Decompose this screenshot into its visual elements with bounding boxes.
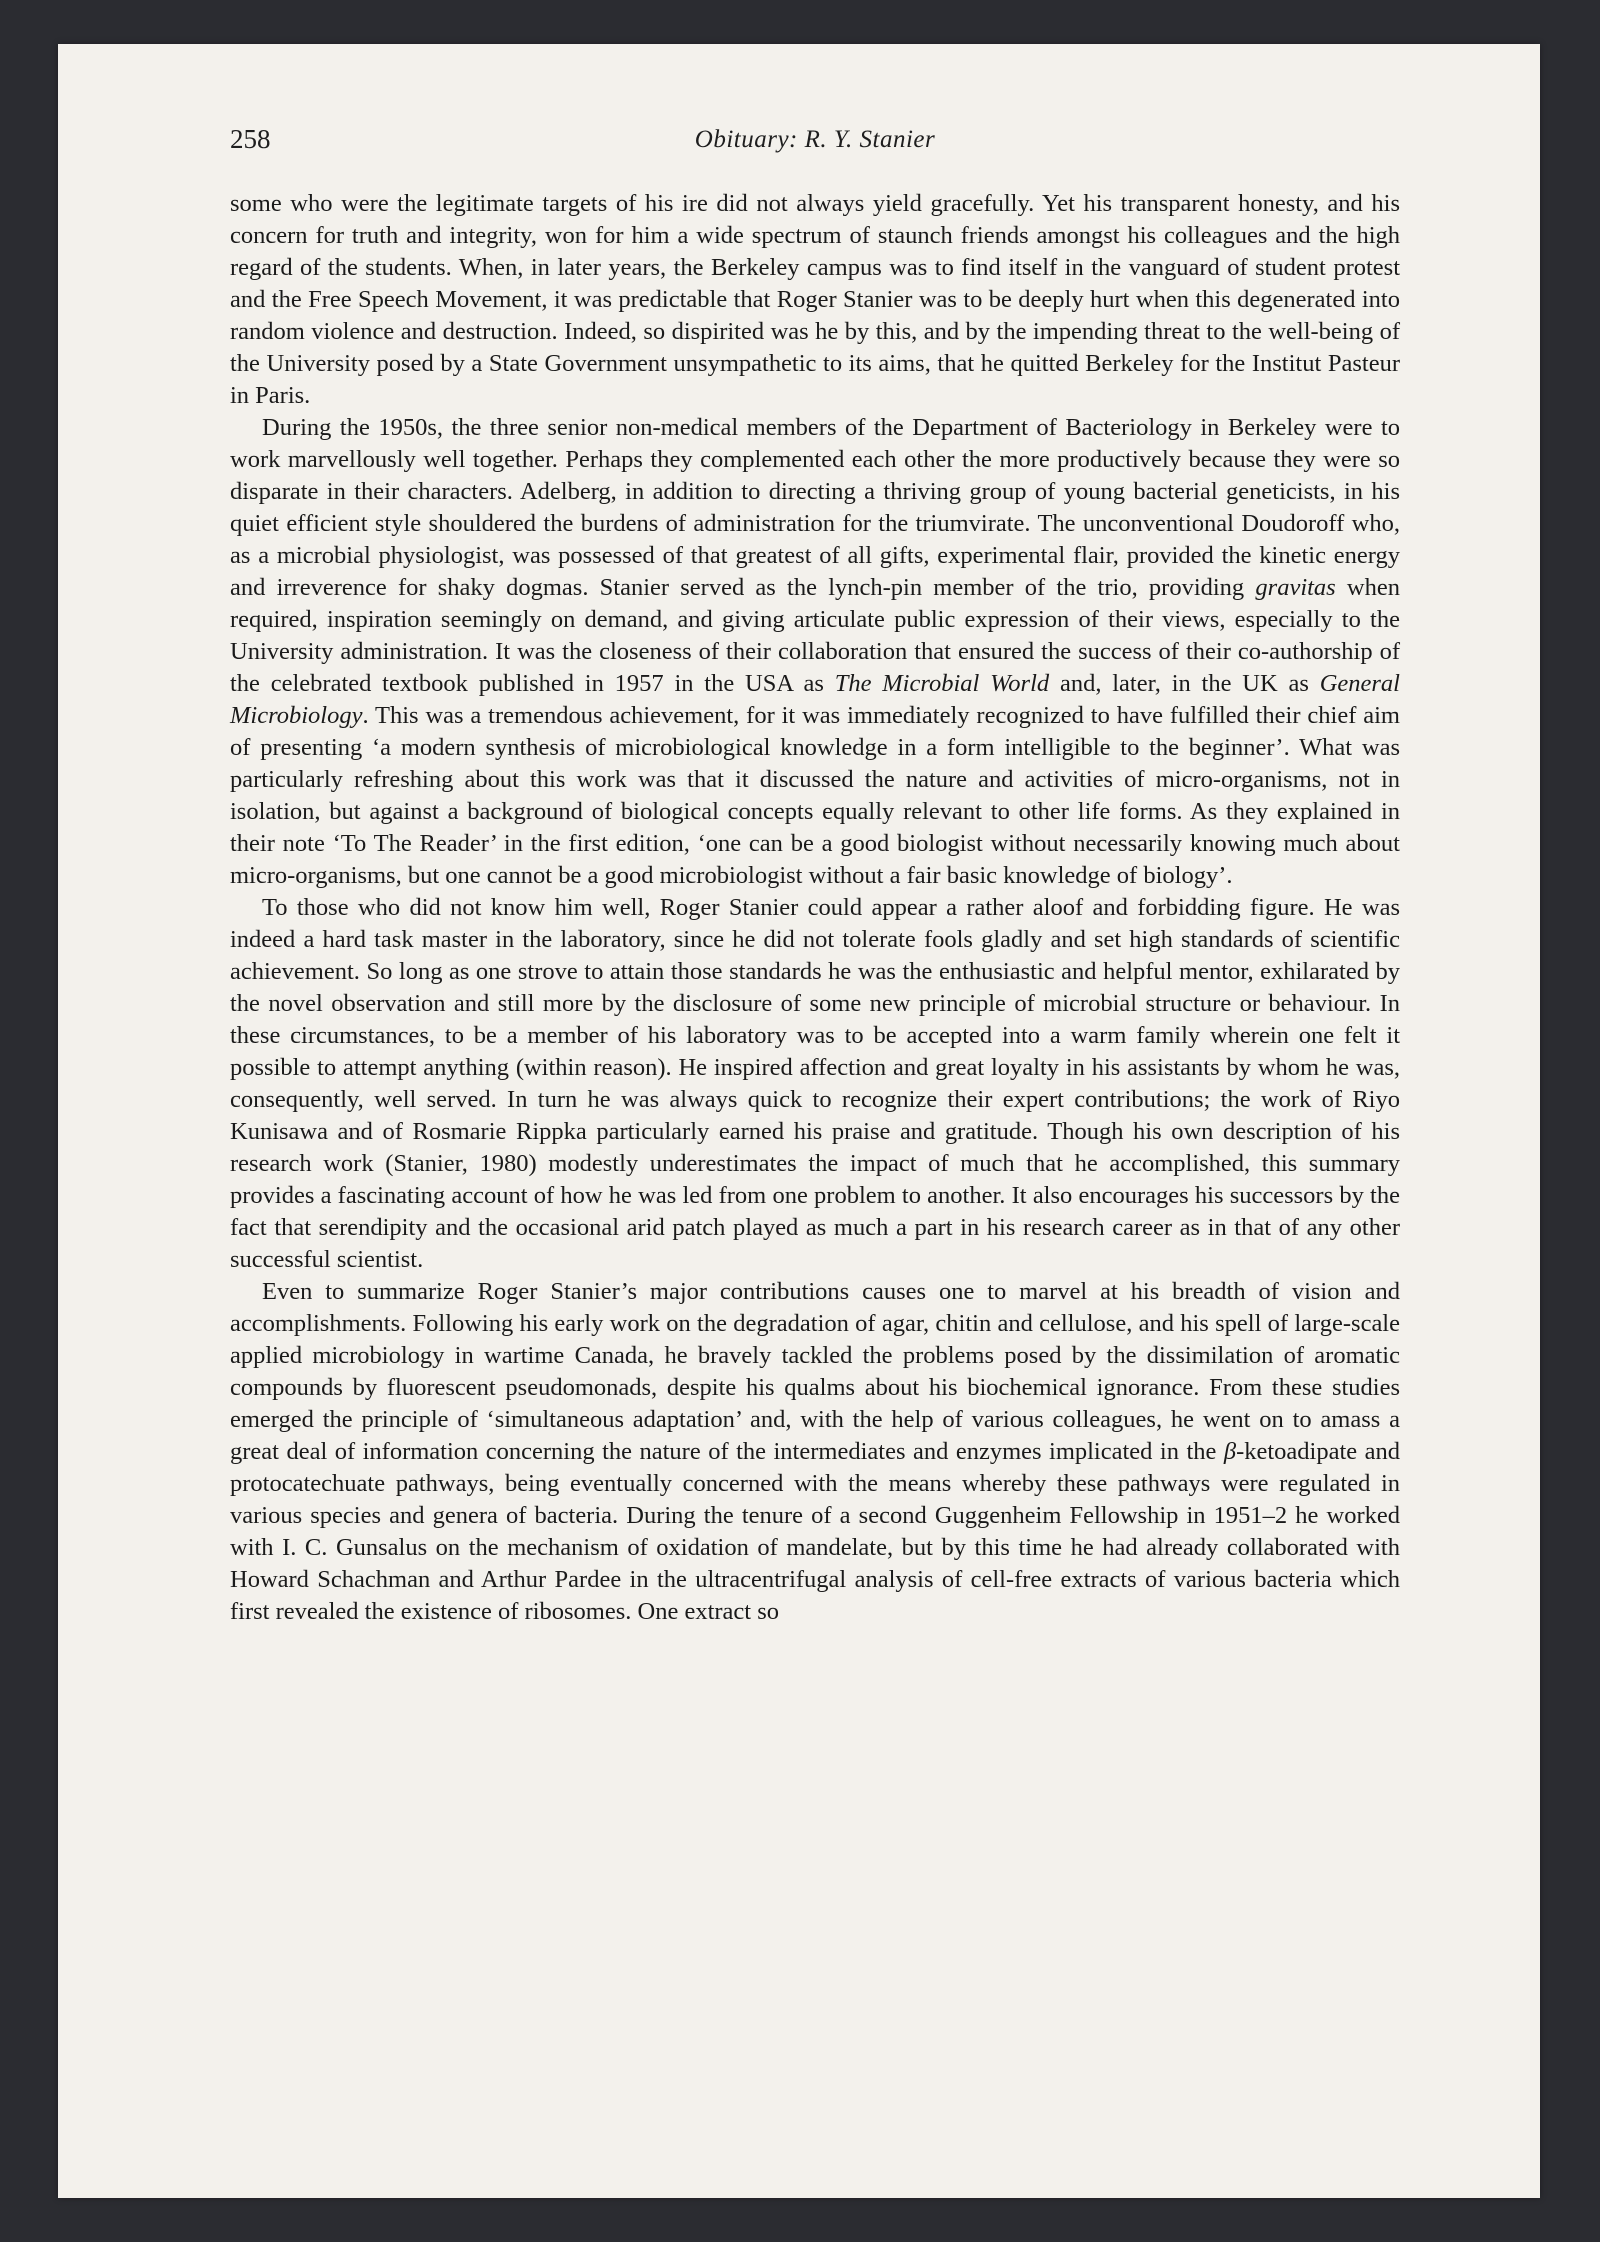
italic-text: General Microbiology (230, 670, 1400, 729)
paragraph-text: To those who did not know him well, Roger Stanier could appear a rather aloof and forbidding figure. He was indeed a hard task master in the laboratory, since he did not tolerate fools gladly and set high standards of scientific achievement. So long as one strove to attain those standards he was the enthusiastic and helpful mentor, exhilarated by the novel observation and still more by the disclosure of some new principle of microbial structure or behaviour. In these circumstances, to be a member of his laboratory was to be accepted into a warm family wherein one felt it possible to attempt anything (within reason). He inspired affection and great loyalty in his assistants by whom he was, consequently, well served. In turn he was always quick to recognize their expert contributions; the work of Riyo Kunisawa and of Rosmarie Rippka particularly earned his praise and gratitude. Though his own description of his research work (Stanier, 1980) modestly underestimates the impact of much that he accomplished, this summary provides a fascinating account of how he was led from one problem to another. It also encourages his successors by the fact that serendipity and the occasional arid patch played as much a part in his research career as in that of any other successful scientist. (230, 894, 1400, 1273)
paragraph-text: -ketoadipate and protocatechuate pathways, being eventually concerned with the means whereby these pathways were regulated in various species and genera of bacteria. During the tenure of a second Guggenheim Fellowship in 1951–2 he worked with I. C. Gunsalus on the mechanism of oxidation of mandelate, but by this time he had already collaborated with Howard Schachman and Arthur Pardee in the ultracentrifugal analysis of cell-free extracts of various bacteria which first revealed the existence of ribosomes. One extract so (230, 1438, 1400, 1625)
running-head: Obituary: R. Y. Stanier (694, 126, 936, 153)
page-header (230, 124, 1400, 164)
page-number: 258 (230, 124, 271, 154)
paragraph-text: . This was a tremendous achievement, for it was immediately recognized to have fulfilled their chief aim of presenting ‘a modern synthesis of microbiological knowledge in a form intelligible to the beginner’. What was particularly refreshing about this work was that it discussed the nature and activities of micro-organisms, not in isolation, but against a background of biological concepts equally relevant to other life forms. As they explained in their note ‘To The Reader’ in the first edition, ‘one can be a good biologist without necessarily knowing much about micro-organisms, but one cannot be a good microbiologist without a fair basic knowledge of biology’. (230, 702, 1400, 889)
paragraph-text: and, later, in the UK as (1049, 670, 1320, 697)
paragraph (230, 1276, 1400, 1628)
paragraph (230, 188, 1400, 412)
italic-text: The Microbial World (834, 670, 1050, 697)
italic-text: β (1223, 1438, 1237, 1465)
paragraph (230, 892, 1400, 1276)
paragraph-text: During the 1950s, the three senior non-medical members of the Department of Bacteriology in Berkeley were to work marvellously well together. Perhaps they complemented each other the more productively because they were so disparate in their characters. Adelberg, in addition to directing a thriving group of young bacterial geneticists, in his quiet efficient style shouldered the burdens of administration for the triumvirate. The unconventional Doudoroff who, as a microbial physiologist, was possessed of that greatest of all gifts, experimental flair, provided the kinetic energy and irreverence for shaky dogmas. Stanier served as the lynch-pin member of the trio, providing (230, 414, 1400, 601)
paragraph-text: some who were the legitimate targets of his ire did not always yield gracefully. Yet his transparent honesty, and his concern for truth and integrity, won for him a wide spectrum of staunch friends amongst his colleagues and the high regard of the students. When, in later years, the Berkeley campus was to find itself in the vanguard of student protest and the Free Speech Movement, it was predictable that Roger Stanier was to be deeply hurt when this degenerated into random violence and destruction. Indeed, so dispirited was he by this, and by the impending threat to the well-being of the University posed by a State Government unsympathetic to its aims, that he quitted Berkeley for the Institut Pasteur in Paris. (230, 190, 1400, 409)
italic-text: gravitas (1255, 574, 1336, 601)
paragraph (230, 412, 1400, 892)
body-text (230, 188, 1400, 1628)
paragraph-text: Even to summarize Roger Stanier’s major contributions causes one to marvel at his breadth of vision and accomplishments. Following his early work on the degradation of agar, chitin and cellulose, and his spell of large-scale applied microbiology in wartime Canada, he bravely tackled the problems posed by the dissimilation of aromatic compounds by fluorescent pseudomonads, despite his qualms about his biochemical ignorance. From these studies emerged the principle of ‘simultaneous adaptation’ and, with the help of various colleagues, he went on to amass a great deal of information concerning the nature of the intermediates and enzymes implicated in the (230, 1278, 1400, 1465)
paragraph-text: when required, inspiration seemingly on demand, and giving articulate public expression of their views, especially to the University administration. It was the closeness of their collaboration that ensured the success of their co-authorship of the celebrated textbook published in 1957 in the USA as (230, 574, 1400, 697)
